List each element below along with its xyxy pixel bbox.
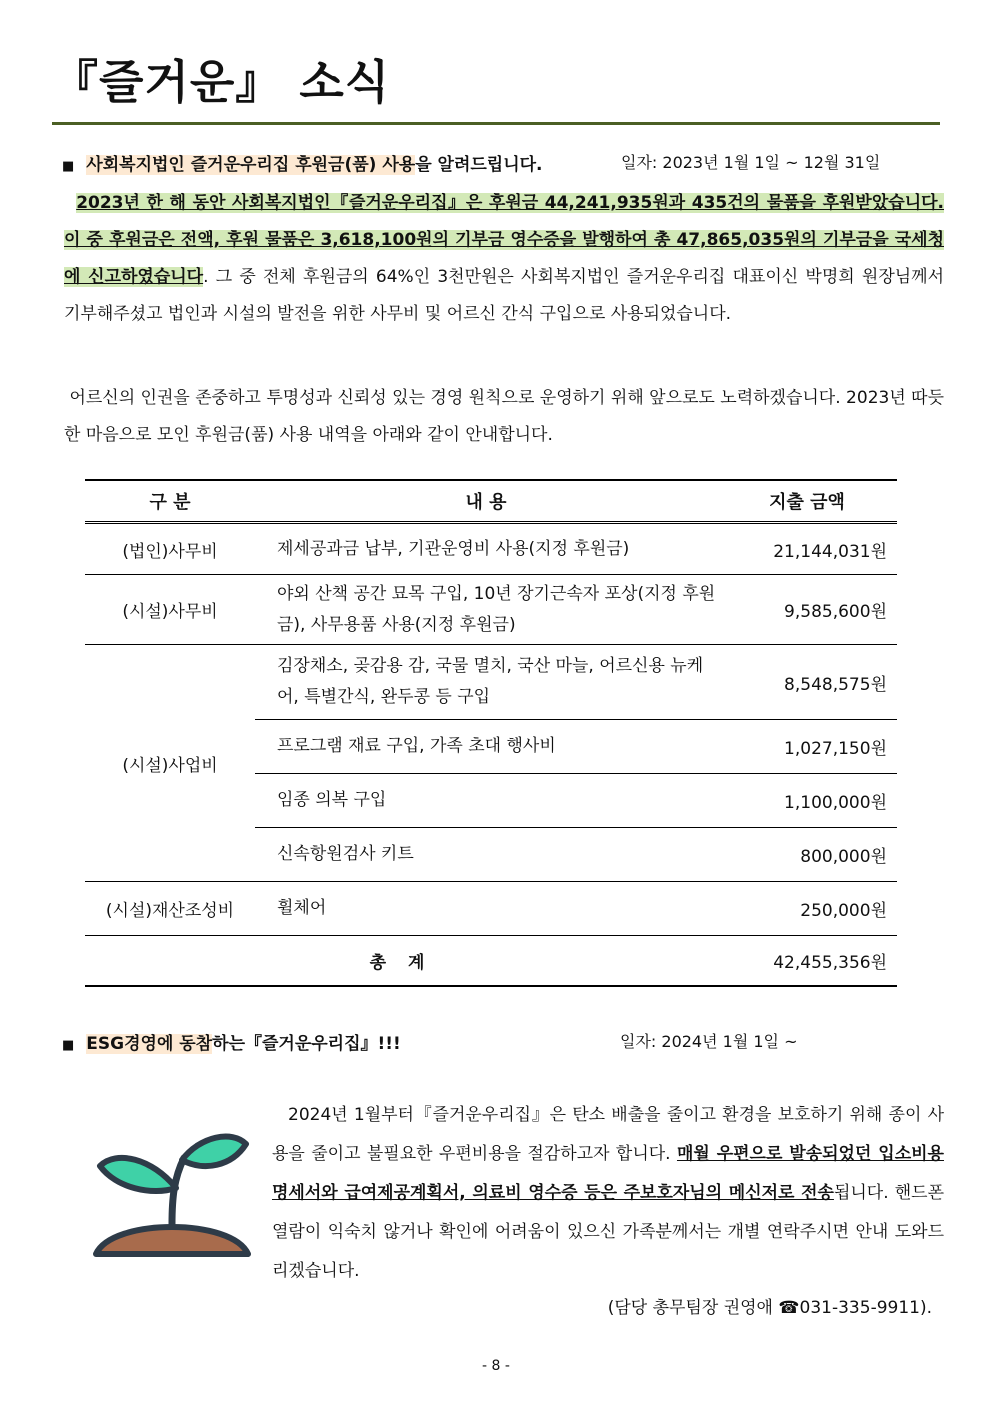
sprout-icon [92,1118,252,1258]
row-amount: 21,144,031원 [717,523,897,575]
section2-paragraph-start: 2024년 1월부터『즐거운우리집』은 탄소 배출을 줄이고 환경을 보호하기 위해 종이 사용을 줄이고 불필요한 우편비용을 절감하고자 합니다. [272,1105,944,1164]
row-amount: 1,027,150원 [717,720,897,774]
row-content: 프로그램 재료 구입, 가족 초대 행사비 [255,720,717,774]
table-row [85,523,897,575]
row-category: (시설)사무비 [85,575,255,645]
section2-paragraph-bold: 매월 우편으로 발송되었던 입소비용 명세서와 급여제공계획서, 의료비 영수증 등은 주보호자님의 메신저로 전송 [272,1144,944,1203]
row-content: 임종 의복 구입 [255,774,717,828]
row-amount: 8,548,575원 [717,645,897,720]
row-category: (법인)사무비 [85,523,255,575]
square-bullet-icon: ■ [62,1038,75,1053]
contact-info: (담당 총무팀장 권영애 ☎031-335-9911). [607,1298,932,1318]
section1-heading-highlight: 사회복지법인 즐거운우리집 후원금(품) 사용 [86,155,416,175]
row-amount: 9,585,600원 [717,575,897,645]
section1-heading [62,150,543,175]
row-amount: 800,000원 [717,828,897,882]
section1-heading-rest: 을 알려드립니다. [415,155,543,175]
section1-paragraph2 [64,380,944,454]
table-row [85,645,897,720]
header-amount: 지출 금액 [717,480,897,523]
section1-paragraph2-text: 어르신의 인권을 존중하고 투명성과 신뢰성 있는 경영 원칙으로 운영하기 위해 앞으로도 노력하겠습니다. 2023년 따듯한 마음으로 모인 후원금(품) 사용 내역을 아래와 같이 안내합니다. [64,388,945,445]
section2-heading [62,1029,401,1054]
header-category: 구 분 [85,480,255,523]
square-bullet-icon: ■ [62,159,75,174]
page-title: 『즐거운』 소식 [52,55,391,109]
section1-paragraph1-bold: 2023년 한 해 동안 사회복지법인『즐거운우리집』은 후원금 44,241,935원과 435건의 물품을 후원받았습니다. 이 중 후원금은 전액, 후원 물품은 3,618,100원의 기부금 영수증을 발행하여 총 47,865,035원의 기부금을 국세청에 신고하였습니다 [64,193,944,287]
expense-table [85,479,897,987]
table-row [85,575,897,645]
section1-date: 일자: 2023년 1월 1일 ~ 12월 31일 [621,153,881,172]
row-amount: 1,100,000원 [717,774,897,828]
section1-paragraph1-rest: . 그 중 전체 후원금의 64%인 3천만원은 사회복지법인 즐거운우리집 대표이신 박명희 원장님께서 기부해주셨고 법인과 시설의 발전을 위한 사무비 및 어르신 간식 구입으로 사용되었습니다. [64,267,945,324]
section2-paragraph [272,1096,944,1291]
table-row [85,882,897,936]
section2-date: 일자: 2024년 1월 1일 ~ [620,1032,798,1051]
row-amount: 250,000원 [717,882,897,936]
table-total-row [85,936,897,986]
row-content: 휠체어 [255,882,717,936]
row-content: 신속항원검사 키트 [255,828,717,882]
row-content: 김장채소, 곶감용 감, 국물 멸치, 국산 마늘, 어르신용 뉴케어, 특별간식, 완두콩 등 구입 [255,645,717,720]
section2-heading-rest: 하는『즐거운우리집』!!! [212,1034,401,1054]
total-label: 총 계 [85,936,717,986]
title-divider [52,122,940,125]
total-amount: 42,455,356원 [717,936,897,986]
page-number: - 8 - [482,1358,510,1374]
section1-paragraph1 [64,185,944,333]
section2-heading-highlight: ESG경영에 동참 [86,1034,213,1054]
row-content: 야외 산책 공간 묘목 구입, 10년 장기근속자 포상(지정 후원금), 사무용품 사용(지정 후원금) [255,575,717,645]
row-content: 제세공과금 납부, 기관운영비 사용(지정 후원금) [255,523,717,575]
row-category: (시설)재산조성비 [85,882,255,936]
header-content: 내 용 [255,480,717,523]
row-category: (시설)사업비 [85,645,255,882]
section2-paragraph-end: 됩니다. 핸드폰 열람이 익숙치 않거나 확인에 어려움이 있으신 가족분께서는 개별 연락주시면 안내 도와드리겠습니다. [272,1183,945,1281]
table-header-row [85,480,897,523]
